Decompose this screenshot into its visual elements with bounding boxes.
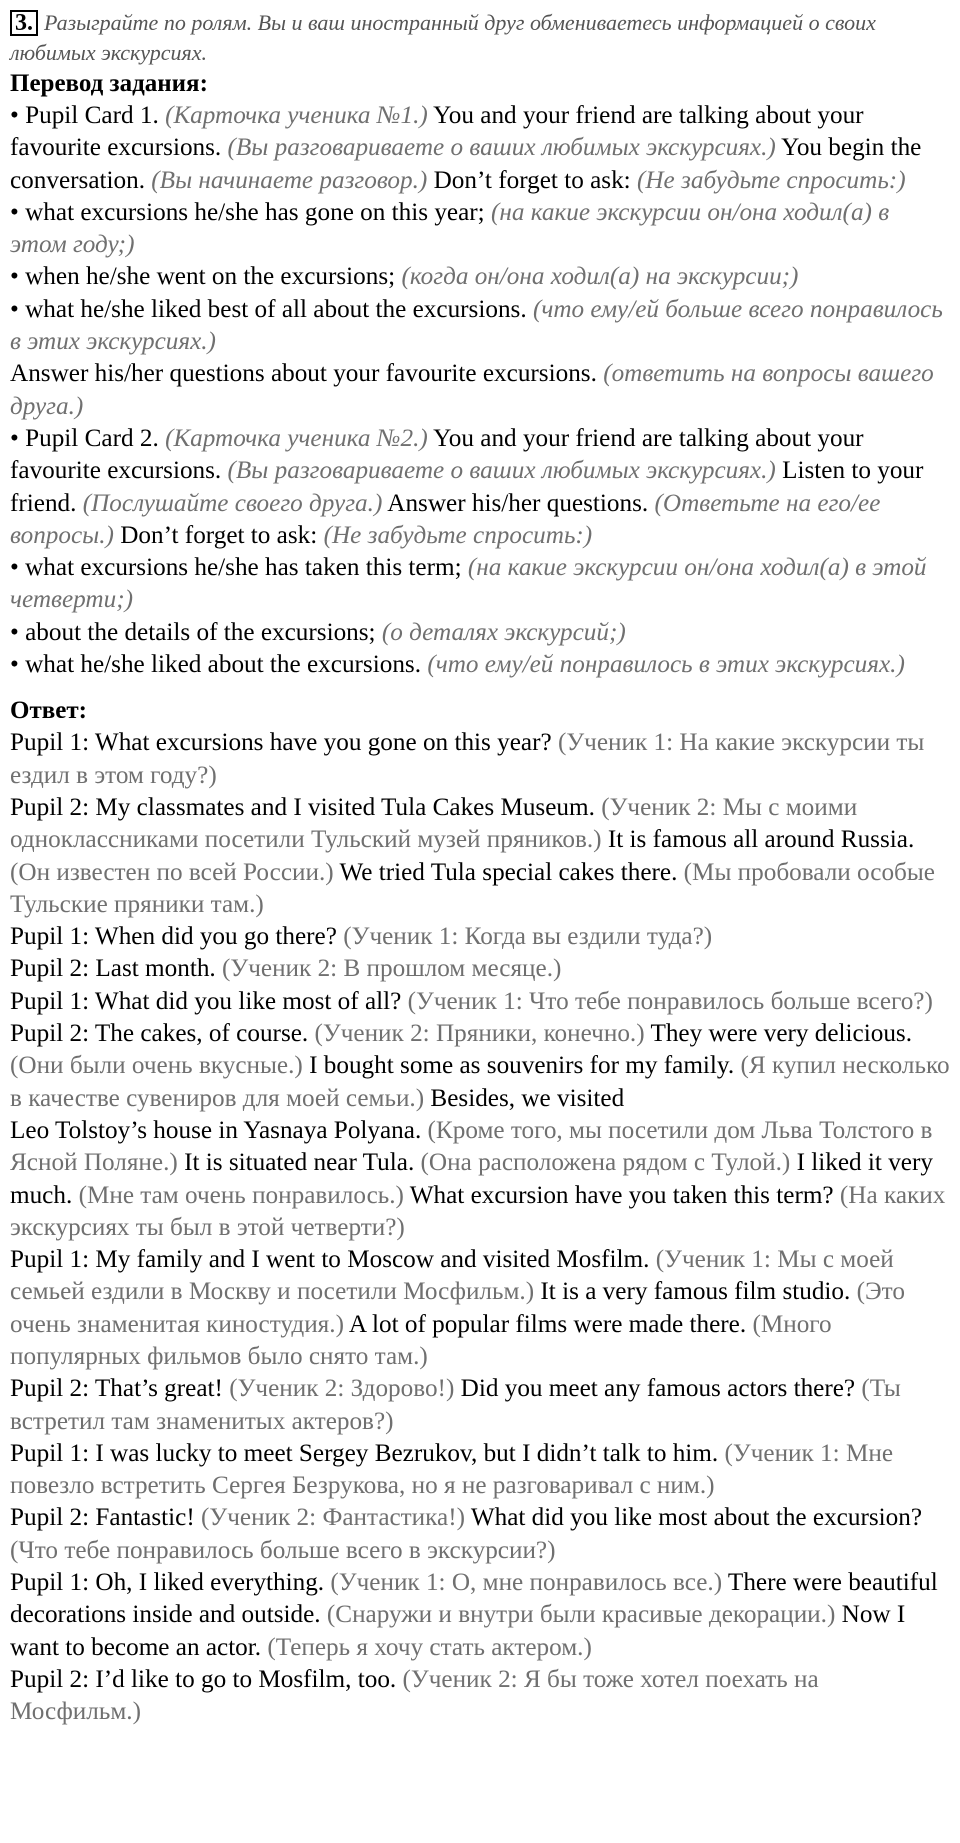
- english-text: Pupil 2: The cakes, of course.: [10, 1020, 315, 1048]
- russian-translation: (Она расположена рядом с Тулой.): [420, 1149, 791, 1177]
- translation-paragraph: [10, 261, 950, 293]
- english-text: It is famous all around Russia.: [601, 826, 915, 854]
- english-text: It is a very famous film studio.: [534, 1278, 857, 1306]
- russian-translation: (Ученик 1: Мне повезло встретить Сергея Безрукова, но я не разговаривал с ним.): [10, 1439, 894, 1500]
- english-text: Pupil 1: I was lucky to meet Sergey Bezrukov, but I didn’t talk to him.: [10, 1439, 725, 1467]
- english-text: Don’t forget to ask:: [427, 166, 637, 194]
- english-text: Pupil 1: What did you like most of all?: [10, 987, 408, 1015]
- english-text: I bought some as souvenirs for my family.: [302, 1052, 741, 1080]
- translation-paragraph: [10, 423, 950, 552]
- russian-translation: (Мне там очень понравилось.): [78, 1181, 404, 1209]
- english-text: Answer his/her questions.: [382, 489, 655, 517]
- russian-translation: (Мы пробовали особые Тульские пряники там.): [10, 858, 935, 918]
- russian-translation: (что ему/ей понравилось в этих экскурсиях.): [427, 651, 905, 679]
- russian-translation: (о деталях экскурсий;): [381, 618, 626, 646]
- russian-translation: (Ученик 2: Я бы тоже хотел поехать на Мосфильм.): [10, 1665, 819, 1726]
- russian-translation: (Ученик 1: О, мне понравилось все.): [330, 1569, 723, 1597]
- russian-translation: (Снаружи и внутри были красивые декорации.): [326, 1601, 836, 1629]
- english-text: Don’t forget to ask:: [113, 521, 324, 549]
- russian-translation: (на какие экскурсии он/она ходил(а) в этом году;): [10, 198, 890, 259]
- russian-translation: (Ученик 1: Когда вы ездили туда?): [343, 923, 713, 951]
- english-text: Pupil 2: Fantastic!: [10, 1504, 201, 1532]
- russian-translation: (Ученик 1: На какие экскурсии ты ездил в этом году?): [10, 729, 925, 789]
- english-text: • about the details of the excursions;: [10, 618, 382, 646]
- task-instruction: [10, 8, 950, 68]
- dialogue-line: [10, 1373, 950, 1438]
- dialogue-line: [10, 727, 950, 792]
- russian-translation: (Вы разговариваете о ваших любимых экскурсиях.): [227, 134, 776, 162]
- translation-paragraph: [10, 617, 950, 649]
- russian-translation: (Кроме того, мы посетили дом Льва Толстого в Ясной Поляне.): [10, 1116, 933, 1177]
- dialogue-line: [10, 1664, 950, 1729]
- russian-translation: (Он известен по всей России.): [10, 858, 334, 886]
- answer-heading: Ответ:: [10, 697, 87, 725]
- english-text: Answer his/her questions about your favourite excursions.: [10, 360, 604, 388]
- english-text: Pupil 1: What excursions have you gone on this year?: [10, 729, 558, 757]
- english-text: • what he/she liked best of all about the excursions.: [10, 295, 533, 323]
- english-text: • what excursions he/she has gone on this year;: [10, 198, 491, 226]
- english-text: You and your friend are talking about your favourite excursions.: [10, 102, 864, 162]
- english-text: You begin the conversation.: [10, 134, 922, 194]
- russian-translation: (когда он/она ходил(а) на экскурсии;): [401, 263, 799, 291]
- dialogue-line: [10, 1018, 950, 1115]
- english-text: • Pupil Card 2.: [10, 424, 166, 452]
- russian-translation: (Ты встретил там знаменитых актеров?): [10, 1375, 901, 1435]
- dialogue-line: [10, 1115, 950, 1244]
- english-text: Now I want to become an actor.: [10, 1601, 906, 1661]
- russian-translation: (Ответьте на его/ее вопросы.): [10, 489, 881, 549]
- russian-translation: (ответить на вопросы вашего друга.): [10, 360, 934, 420]
- dialogue-line: [10, 986, 950, 1018]
- english-text: • what excursions he/she has taken this term;: [10, 554, 468, 582]
- russian-translation: (Не забудьте спросить:): [636, 166, 906, 194]
- russian-translation: (Теперь я хочу стать актером.): [267, 1633, 592, 1661]
- russian-translation: (Это очень знаменитая киностудия.): [10, 1278, 905, 1338]
- russian-translation: (Ученик 2: Пряники, конечно.): [314, 1020, 645, 1048]
- russian-translation: (Они были очень вкусные.): [10, 1052, 303, 1080]
- english-text: Pupil 1: Oh, I liked everything.: [10, 1569, 331, 1597]
- russian-translation: (Карточка ученика №1.): [165, 102, 428, 129]
- russian-translation: (Не забудьте спросить:): [323, 521, 593, 549]
- dialogue-line: [10, 1244, 950, 1373]
- task-instruction-text: Разыграйте по ролям. Вы и ваш иностранный друг обмениваетесь информацией о своих любимых экскурсиях.: [10, 10, 876, 65]
- english-text: Besides, we visited: [424, 1084, 625, 1112]
- english-text: Pupil 2: I’d like to go to Mosfilm, too.: [10, 1665, 403, 1693]
- dialogue-line: [10, 1502, 950, 1567]
- answer-section: [10, 727, 950, 1728]
- translation-paragraph: [10, 294, 950, 359]
- english-text: Did you meet any famous actors there?: [454, 1375, 862, 1403]
- english-text: There were beautiful decorations inside and outside.: [10, 1569, 938, 1629]
- russian-translation: (На каких экскурсиях ты был в этой четверти?): [10, 1181, 946, 1241]
- translation-heading: Перевод задания:: [10, 70, 208, 97]
- translation-paragraph: [10, 552, 950, 617]
- russian-translation: (Ученик 2: В прошлом месяце.): [222, 955, 562, 983]
- russian-translation: (Ученик 2: Фантастика!): [201, 1504, 465, 1532]
- russian-translation: (Ученик 2: Мы с моими одноклассниками посетили Тульский музей пряников.): [10, 793, 858, 854]
- russian-translation: (Ученик 2: Здорово!): [229, 1375, 455, 1403]
- translation-paragraph: [10, 100, 950, 197]
- english-text: They were very delicious.: [644, 1020, 913, 1048]
- english-text: A lot of popular films were made there.: [343, 1310, 753, 1338]
- russian-translation: (на какие экскурсии он/она ходил(а) в этой четверти;): [10, 554, 927, 614]
- english-text: Pupil 2: That’s great!: [10, 1375, 230, 1403]
- translation-paragraph: [10, 649, 950, 681]
- task-number: 3.: [10, 10, 38, 36]
- english-text: Listen to your friend.: [10, 457, 924, 517]
- russian-translation: (Вы разговариваете о ваших любимых экскурсиях.): [227, 457, 776, 485]
- english-text: Pupil 2: My classmates and I visited Tula Cakes Museum.: [10, 793, 602, 821]
- english-text: • when he/she went on the excursions;: [10, 263, 402, 291]
- dialogue-line: [10, 1567, 950, 1664]
- english-text: Leo Tolstoy’s house in Yasnaya Polyana.: [10, 1116, 428, 1144]
- english-text: You and your friend are talking about your favourite excursions.: [10, 424, 864, 485]
- dialogue-line: [10, 953, 950, 985]
- translation-section: [10, 100, 950, 681]
- russian-translation: (Что тебе понравилось больше всего в экскурсии?): [10, 1536, 556, 1564]
- russian-translation: (Карточка ученика №2.): [165, 424, 428, 452]
- russian-translation: (Вы начинаете разговор.): [151, 166, 428, 194]
- russian-translation: (Послушайте своего друга.): [82, 489, 383, 517]
- english-text: Pupil 2: Last month.: [10, 955, 223, 983]
- english-text: We tried Tula special cakes there.: [333, 858, 684, 886]
- translation-paragraph: [10, 358, 950, 423]
- russian-translation: (Я купил несколько в качестве сувениров для моей семьи.): [10, 1052, 950, 1112]
- english-text: Pupil 1: My family and I went to Moscow and visited Mosfilm.: [10, 1246, 656, 1274]
- english-text: It is situated near Tula.: [177, 1149, 421, 1177]
- english-text: • what he/she liked about the excursions.: [10, 651, 428, 679]
- english-text: What excursion have you taken this term?: [403, 1181, 840, 1209]
- dialogue-line: [10, 1438, 950, 1503]
- russian-translation: (что ему/ей больше всего понравилось в этих экскурсиях.): [10, 295, 943, 356]
- english-text: I liked it very much.: [10, 1149, 933, 1209]
- russian-translation: (Ученик 1: Что тебе понравилось больше всего?): [407, 987, 933, 1015]
- russian-translation: (Много популярных фильмов было снято там.): [10, 1310, 832, 1370]
- dialogue-line: [10, 792, 950, 921]
- english-text: • Pupil Card 1.: [10, 102, 166, 129]
- dialogue-line: [10, 921, 950, 953]
- english-text: What did you like most about the excursion?: [464, 1504, 922, 1532]
- translation-paragraph: [10, 197, 950, 262]
- english-text: Pupil 1: When did you go there?: [10, 923, 344, 951]
- russian-translation: (Ученик 1: Мы с моей семьей ездили в Москву и посетили Мосфильм.): [10, 1246, 894, 1306]
